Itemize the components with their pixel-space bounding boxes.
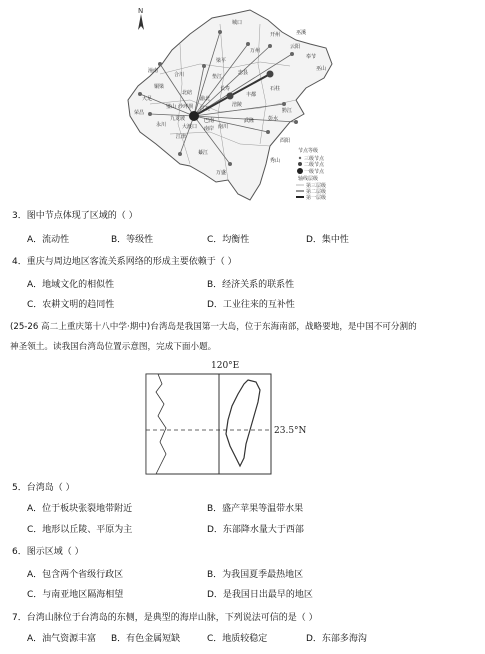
svg-text:合川: 合川 bbox=[174, 72, 185, 78]
secondary-node bbox=[227, 93, 234, 100]
taiwan-map-svg bbox=[136, 358, 326, 478]
chongqing-network-map bbox=[120, 4, 335, 204]
svg-text:第一层级: 第一层级 bbox=[306, 195, 327, 201]
svg-text:巴南: 巴南 bbox=[204, 118, 215, 124]
q3-option-a[interactable]: A．流动性 bbox=[27, 235, 70, 245]
q5-option-d[interactable]: D．东部降水量大于西部 bbox=[207, 525, 304, 535]
q5-option-b[interactable]: B．盛产苹果等温带水果 bbox=[207, 504, 304, 514]
svg-text:巫溪: 巫溪 bbox=[296, 30, 307, 36]
q3-option-b[interactable]: B．等级性 bbox=[111, 235, 154, 245]
q6-option-c[interactable]: C．与南亚地区隔海相望 bbox=[27, 590, 124, 600]
q7-option-d[interactable]: D．东部多海沟 bbox=[306, 634, 367, 644]
svg-text:涪陵: 涪陵 bbox=[232, 102, 243, 108]
q6-option-d[interactable]: D．是我国日出最早的地区 bbox=[207, 590, 313, 600]
svg-text:九龙坡: 九龙坡 bbox=[170, 116, 186, 122]
north-arrow-icon bbox=[138, 7, 144, 30]
svg-text:忠县: 忠县 bbox=[238, 70, 249, 76]
svg-text:铜梁: 铜梁 bbox=[154, 84, 165, 90]
svg-text:开州: 开州 bbox=[270, 32, 281, 38]
q7-option-c[interactable]: C．地质较稳定 bbox=[207, 634, 268, 644]
svg-text:一级节点: 一级节点 bbox=[304, 169, 325, 175]
primary-node bbox=[189, 111, 199, 121]
svg-text:永川: 永川 bbox=[156, 122, 167, 128]
svg-text:万盛: 万盛 bbox=[216, 170, 227, 176]
svg-text:奉节: 奉节 bbox=[306, 54, 317, 60]
svg-text:彭水: 彭水 bbox=[268, 116, 279, 122]
q4-option-d[interactable]: D．工业往来的互补性 bbox=[207, 300, 295, 310]
q6-option-b[interactable]: B．为我国夏季最热地区 bbox=[207, 570, 304, 580]
q4-option-b[interactable]: B．经济关系的联系性 bbox=[207, 280, 295, 290]
map-legend bbox=[296, 147, 326, 201]
q5-option-c[interactable]: C．地形以丘陵、平原为主 bbox=[27, 525, 133, 535]
svg-text:丰都: 丰都 bbox=[246, 92, 257, 98]
longitude-label: 120°E bbox=[211, 361, 240, 371]
q4-option-c[interactable]: C．农耕文明的趋同性 bbox=[27, 300, 115, 310]
svg-text:长寿: 长寿 bbox=[220, 86, 231, 92]
svg-text:璧山: 璧山 bbox=[166, 104, 177, 110]
question-3-stem: 3．图中节点体现了区域的（ ） bbox=[12, 211, 138, 221]
svg-text:武隆: 武隆 bbox=[244, 118, 255, 124]
network-map-svg bbox=[120, 4, 335, 204]
svg-text:酉阳: 酉阳 bbox=[280, 138, 291, 144]
svg-text:万州: 万州 bbox=[250, 48, 261, 54]
north-label: N bbox=[138, 7, 144, 15]
q3-option-d[interactable]: D．集中性 bbox=[306, 235, 349, 245]
svg-text:荣昌: 荣昌 bbox=[134, 110, 145, 116]
svg-text:云阳: 云阳 bbox=[290, 44, 301, 50]
svg-text:黔江: 黔江 bbox=[282, 108, 293, 114]
svg-text:节点等级: 节点等级 bbox=[298, 148, 319, 154]
svg-text:大渡口: 大渡口 bbox=[182, 124, 198, 130]
svg-text:綦江: 綦江 bbox=[198, 150, 209, 156]
q7-option-b[interactable]: B．有色金属短缺 bbox=[111, 634, 181, 644]
q6-option-a[interactable]: A．包含两个省级行政区 bbox=[27, 570, 124, 580]
secondary-node bbox=[267, 71, 274, 78]
taiwan-map bbox=[136, 358, 326, 478]
svg-text:大足: 大足 bbox=[142, 96, 153, 102]
svg-text:南川: 南川 bbox=[218, 124, 229, 130]
svg-text:江津: 江津 bbox=[176, 134, 187, 140]
intro-line-1: (25-26 高二上重庆第十八中学·期中)台湾岛是我国第一大岛，位于东海南部，战略要地，是中国不可分割的 bbox=[10, 322, 417, 332]
question-7-stem: 7．台湾山脉位于台湾岛的东侧，是典型的海岸山脉，下列说法可信的是（ ） bbox=[12, 613, 318, 623]
q7-option-a[interactable]: A．油气资源丰富 bbox=[27, 634, 97, 644]
question-4-stem: 4．重庆与周边地区客流关系网络的形成主要依赖于（ ） bbox=[12, 257, 237, 267]
svg-text:垫江: 垫江 bbox=[212, 74, 223, 80]
svg-text:梁平: 梁平 bbox=[216, 58, 227, 64]
svg-text:渝北: 渝北 bbox=[200, 96, 211, 102]
svg-text:南岸: 南岸 bbox=[204, 126, 215, 132]
svg-text:北碚: 北碚 bbox=[182, 90, 193, 96]
svg-text:沙坪坝: 沙坪坝 bbox=[178, 104, 194, 110]
svg-text:三级节点: 三级节点 bbox=[304, 156, 325, 162]
question-5-stem: 5．台湾岛（ ） bbox=[12, 483, 75, 493]
question-6-stem: 6．图示区域（ ） bbox=[12, 547, 84, 557]
svg-text:潼南: 潼南 bbox=[148, 68, 159, 74]
svg-text:第三层级: 第三层级 bbox=[306, 183, 327, 189]
intro-line-2: 神圣领土。读我国台湾岛位置示意图，完成下面小题。 bbox=[10, 342, 217, 352]
svg-text:二级节点: 二级节点 bbox=[304, 162, 325, 168]
q5-option-a[interactable]: A．位于板块张裂地带附近 bbox=[27, 504, 133, 514]
svg-text:秀山: 秀山 bbox=[270, 158, 281, 164]
svg-text:石柱: 石柱 bbox=[270, 86, 281, 92]
q3-option-c[interactable]: C．均衡性 bbox=[207, 235, 250, 245]
latitude-label: 23.5°N bbox=[274, 426, 307, 436]
q4-option-a[interactable]: A．地域文化的相似性 bbox=[27, 280, 115, 290]
svg-text:第二层级: 第二层级 bbox=[306, 189, 327, 195]
svg-text:巫山: 巫山 bbox=[316, 66, 327, 72]
svg-text:轴线层级: 轴线层级 bbox=[298, 176, 319, 182]
svg-text:城口: 城口 bbox=[232, 20, 243, 26]
svg-text:江北: 江北 bbox=[200, 106, 211, 112]
